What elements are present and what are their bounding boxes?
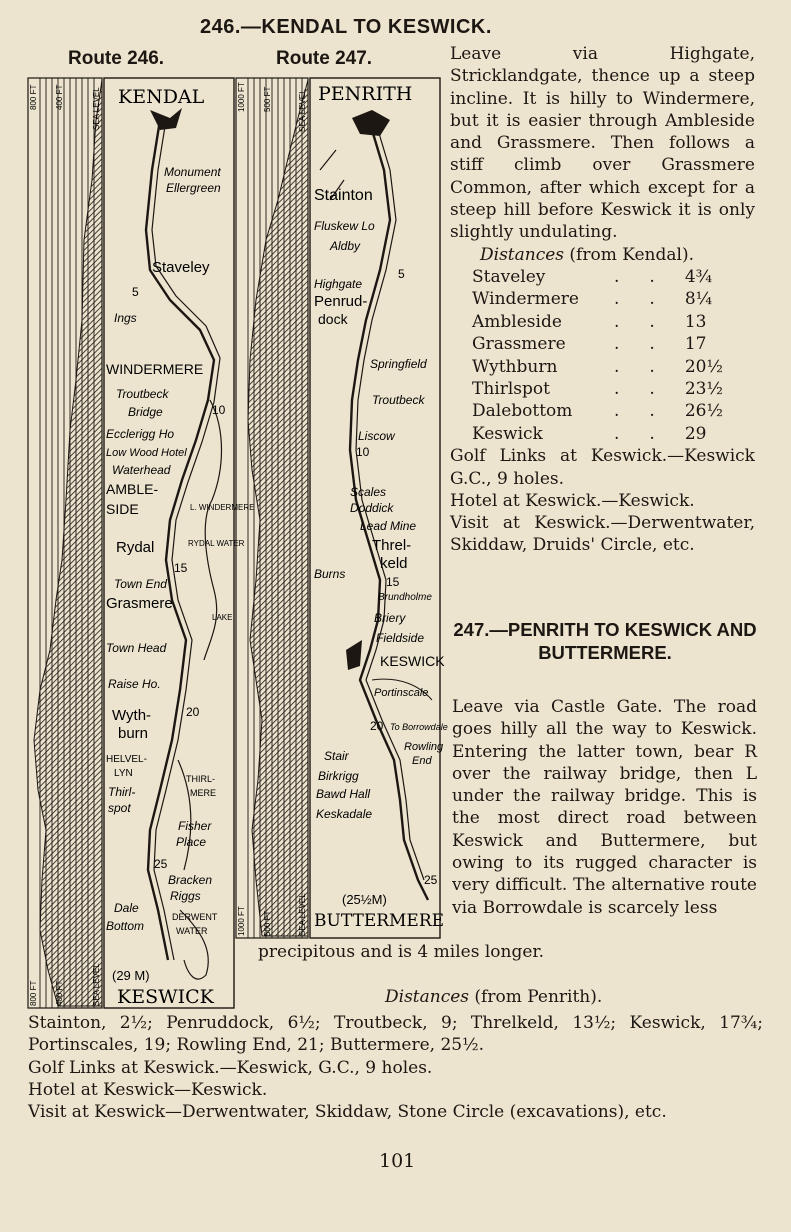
route-246-visit: Visit at Keswick.—Derwentwater, Skiddaw, Druids' Circle, etc. xyxy=(450,513,755,556)
distance-place: Wythburn xyxy=(472,356,558,377)
distances-from-246: (from Kendal). xyxy=(569,244,694,265)
place-burn: burn xyxy=(118,725,149,742)
route-246-distances-heading xyxy=(450,244,755,266)
map-total-miles-247: (25½M) xyxy=(342,892,387,907)
route-247-label: Route 247. xyxy=(276,48,373,69)
place-rydal: Rydal xyxy=(116,539,155,556)
place-helvel: HELVEL- xyxy=(106,754,147,765)
place-monument: Monument xyxy=(164,165,221,179)
route-246-label: Route 246. xyxy=(68,48,165,69)
route-247-hotel: Hotel at Keswick—Keswick. xyxy=(28,1079,268,1100)
route-246-description xyxy=(450,43,755,557)
route-247-intro-end: precipitous and is 4 miles longer. xyxy=(258,942,545,962)
route-247-distances-heading xyxy=(385,987,602,1007)
distance-leader-dots: .. xyxy=(614,311,685,332)
place-penrud: Penrud- xyxy=(314,293,368,310)
distance-miles: 23½ xyxy=(684,379,723,399)
distance-row xyxy=(472,288,745,310)
scale-label-sea-bottom-247: SEA LEVEL xyxy=(298,893,307,936)
place-side: SIDE xyxy=(106,501,139,517)
route-247-golf: Golf Links at Keswick.—Keswick, G.C., 9 holes. xyxy=(28,1057,433,1078)
distance-miles: 8¼ xyxy=(684,289,713,310)
distance-miles: 4¾ xyxy=(684,266,713,287)
page-number: 101 xyxy=(379,1150,416,1172)
place-thirl-lake: THIRL- xyxy=(186,774,215,784)
distance-row xyxy=(472,400,745,422)
place-water: WATER xyxy=(176,926,208,936)
distance-place: Dalebottom xyxy=(472,401,573,422)
distance-place: Grassmere xyxy=(472,334,566,355)
route-246-distance-table xyxy=(472,266,745,445)
distance-leader-dots: .. xyxy=(614,289,685,310)
place-windermere: WINDERMERE xyxy=(106,361,204,377)
milestone-20: 20 xyxy=(186,705,200,719)
distance-place: Staveley xyxy=(472,266,546,287)
route-246-placenames xyxy=(106,165,254,936)
distances-from-247: (from Penrith). xyxy=(474,987,603,1007)
milestone-25: 25 xyxy=(154,857,168,871)
distance-place: Windermere xyxy=(472,289,579,310)
milestone-247-5: 5 xyxy=(398,267,405,281)
distance-row xyxy=(472,378,745,400)
scale-label-1000-bottom: 1000 FT xyxy=(237,906,246,936)
route-246-hotel: Hotel at Keswick.—Keswick. xyxy=(450,490,695,511)
distance-miles: 26½ xyxy=(684,401,723,422)
scale-label-sea-bottom: SEA LEVEL xyxy=(92,963,101,1006)
distance-row xyxy=(472,266,745,288)
scale-label-500-bottom: 500 FT xyxy=(263,910,272,936)
place-fisher: Fisher xyxy=(178,819,212,833)
route-247-details xyxy=(28,1012,763,1123)
milestone-247-25: 25 xyxy=(424,873,438,887)
place-spot: spot xyxy=(108,801,131,815)
distance-row xyxy=(472,333,745,355)
place-springfield: Springfield xyxy=(370,357,427,371)
place-l-windermere: L. WINDERMERE xyxy=(190,503,255,512)
place-lead-mine: Lead Mine xyxy=(360,519,417,533)
place-town-head: Town Head xyxy=(106,641,167,655)
place-grasmere: Grasmere xyxy=(106,595,173,612)
place-bridge: Bridge xyxy=(128,405,163,419)
distance-leader-dots: .. xyxy=(614,334,685,355)
scale-label-400-top: 400 FT xyxy=(55,84,64,110)
place-keskadale: Keskadale xyxy=(316,807,373,821)
place-keswick-247: KESWICK xyxy=(380,653,445,669)
scale-label-sea-top-247: SEA LEVEL xyxy=(298,89,307,132)
route-246-intro: Leave via Highgate, Stricklandgate, thence up a steep incline. It is hilly to Windermere, but it is easier through Ambleside and Grassmere. Then follows a stiff climb over Grassmere Common, after which except for a steep hill before Keswick it is only slightly undulating. xyxy=(450,44,755,243)
place-briery: Briery xyxy=(374,611,406,625)
distance-row xyxy=(472,356,745,378)
route-247-description xyxy=(452,696,757,919)
distance-place: Thirlspot xyxy=(472,379,550,399)
place-lake: LAKE xyxy=(212,613,233,622)
place-to-borrowdale: To Borrowdale xyxy=(390,722,448,732)
map-town-penrith: PENRITH xyxy=(318,83,413,105)
place-troutbeck: Troutbeck xyxy=(116,387,169,401)
place-dale: Dale xyxy=(114,901,139,915)
milestone-5: 5 xyxy=(132,285,139,299)
place-threl: Threl- xyxy=(372,537,412,554)
route-247-heading: 247.—PENRITH TO KESWICK AND BUTTERMERE. xyxy=(453,619,757,663)
milestone-247-10: 10 xyxy=(356,445,370,459)
place-portinscale: Portinscale xyxy=(374,687,429,699)
place-end: End xyxy=(412,755,432,767)
place-stainton: Stainton xyxy=(314,187,373,204)
place-ings: Ings xyxy=(114,311,137,325)
distance-leader-dots: .. xyxy=(614,266,685,287)
map-total-miles-246: (29 M) xyxy=(112,968,150,983)
distance-miles: 13 xyxy=(684,311,707,332)
distance-place: Ambleside xyxy=(472,311,562,332)
distance-place: Keswick xyxy=(472,423,543,444)
place-dock: dock xyxy=(318,311,348,327)
route-247-intro: Leave via Castle Gate. The road goes hilly all the way to Keswick. Entering the latter town, bear R over the railway bridge, then L under the railway bridge. This is the most direct road between Keswick and Buttermere, but owing to its rugged character is very difficult. The alternative route via Borrowdale is scarcely less xyxy=(452,697,757,918)
map-town-kendal: KENDAL xyxy=(118,86,205,108)
gradient-profile-246 xyxy=(28,78,102,1008)
place-troutbeck-247: Troutbeck xyxy=(372,393,425,407)
place-aldby: Aldby xyxy=(330,239,361,253)
distance-leader-dots: .. xyxy=(614,356,685,377)
scale-label-sea-top: SEA LEVEL xyxy=(92,87,101,130)
distance-row xyxy=(472,311,745,333)
place-thirl: Thirl- xyxy=(108,785,136,799)
place-fieldside: Fieldside xyxy=(376,631,425,645)
scale-label-800-top: 800 FT xyxy=(29,84,38,110)
route-246-golf: Golf Links at Keswick.—Keswick G.C., 9 holes. xyxy=(450,446,755,489)
place-ellergreen: Ellergreen xyxy=(166,181,221,195)
place-raise-ho: Raise Ho. xyxy=(108,677,161,691)
distance-leader-dots: .. xyxy=(614,401,685,422)
place-liscow: Liscow xyxy=(358,429,395,443)
place-place: Place xyxy=(176,835,207,849)
distance-miles: 20½ xyxy=(684,356,723,377)
distance-miles: 17 xyxy=(684,334,707,355)
place-ecclerigg: Ecclerigg Ho xyxy=(106,427,175,441)
distances-label-246: Distances xyxy=(480,244,565,265)
place-lyn: LYN xyxy=(114,768,133,779)
place-bawd-hall: Bawd Hall xyxy=(316,787,371,801)
place-rowling: Rowling xyxy=(404,741,444,753)
milestone-15: 15 xyxy=(174,561,188,575)
place-riggs: Riggs xyxy=(170,889,201,903)
scale-label-400-bottom: 400 FT xyxy=(55,980,64,1006)
milestone-247-15: 15 xyxy=(386,575,400,589)
place-burns: Burns xyxy=(314,567,346,581)
milestone-247-20: 20 xyxy=(370,719,384,733)
distances-label-247: Distances xyxy=(385,987,470,1007)
scale-label-500-top: 500 FT xyxy=(263,86,272,112)
place-town-end: Town End xyxy=(114,577,167,591)
place-stair: Stair xyxy=(324,749,349,763)
distance-row xyxy=(472,423,745,445)
place-waterhead: Waterhead xyxy=(112,463,171,477)
distance-leader-dots: .. xyxy=(614,379,685,399)
distance-leader-dots: .. xyxy=(614,423,685,444)
scale-label-1000-top: 1000 FT xyxy=(237,82,246,112)
place-derwent: DERWENT xyxy=(172,912,218,922)
scale-label-800-bottom: 800 FT xyxy=(29,980,38,1006)
place-lowwood: Low Wood Hotel xyxy=(106,447,187,459)
place-bottom: Bottom xyxy=(106,919,145,933)
place-fluskew: Fluskew Lo xyxy=(314,219,375,233)
place-scales: Scales xyxy=(350,485,387,499)
place-mere-lake: MERE xyxy=(190,788,217,798)
map-town-keswick-246: KESWICK xyxy=(117,986,214,1008)
page-heading-246: 246.—KENDAL TO KESWICK. xyxy=(200,16,492,38)
place-birkrigg: Birkrigg xyxy=(318,769,359,783)
route-247-visit: Visit at Keswick—Derwentwater, Skiddaw, Stone Circle (excavations), etc. xyxy=(28,1102,667,1123)
distance-miles: 29 xyxy=(684,423,707,444)
milestone-10: 10 xyxy=(212,403,226,417)
place-amble: AMBLE- xyxy=(106,481,159,497)
place-wyth: Wyth- xyxy=(112,707,152,724)
route-247-distances-line: Stainton, 2½; Penruddock, 6½; Troutbeck, 9; Threlkeld, 13½; Keswick, 17¾; Portinscales, 19; Rowling End, 21; Buttermere, 25½. xyxy=(28,1013,763,1056)
place-highgate: Highgate xyxy=(314,277,363,291)
place-rydal-water: RYDAL WATER xyxy=(188,539,245,548)
map-town-buttermere: BUTTERMERE xyxy=(314,911,445,931)
place-staveley: Staveley xyxy=(152,259,210,276)
place-doddick: Doddick xyxy=(350,501,394,515)
place-bracken: Bracken xyxy=(168,873,213,887)
place-brundholme: Brundholme xyxy=(378,592,432,603)
place-keld: keld xyxy=(380,555,408,572)
